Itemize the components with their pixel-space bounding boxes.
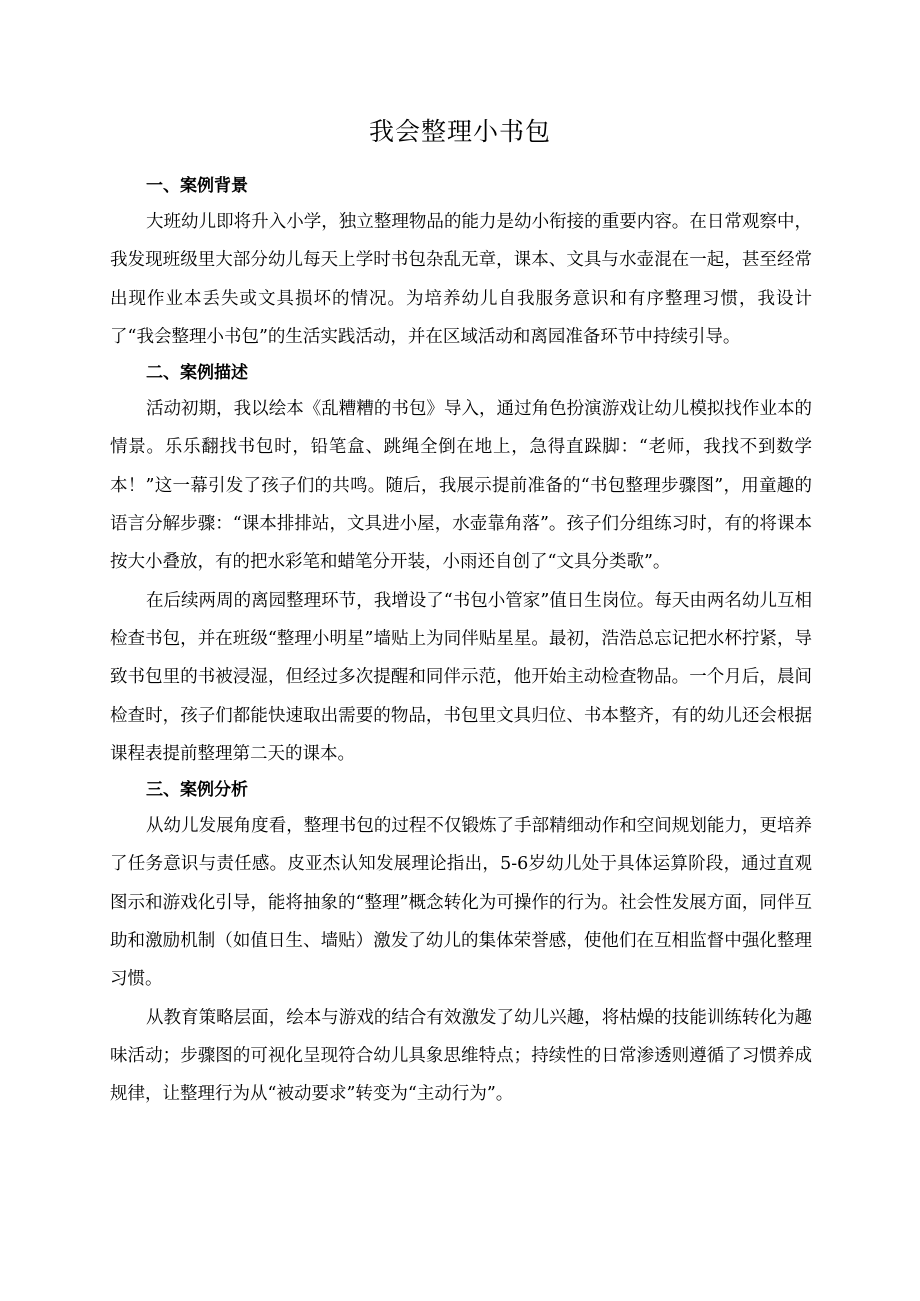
section-heading: 一、案例背景 [146,176,248,196]
section-analysis [110,773,812,1113]
document-title: 我会整理小书包 [368,117,551,146]
paragraph: 从幼儿发展角度看，整理书包的过程不仅锻炼了手部精细动作和空间规划能力，更培养了任务意识与责任感。皮亚杰认知发展理论指出，5-6岁幼儿处于具体运算阶段，通过直观图示和游戏化引导，能将抽象的“整理”概念转化为可操作的行为。社会性发展方面，同伴互助和激励机制（如值日生、墙贴）激发了幼儿的集体荣誉感，使他们在互相监督中强化整理习惯。 [110,816,812,990]
document-body [110,169,812,1114]
paragraph: 活动初期，我以绘本《乱糟糟的书包》导入，通过角色扮演游戏让幼儿模拟找作业本的情景。乐乐翻找书包时，铅笔盒、跳绳全倒在地上，急得直跺脚：“老师，我找不到数学本！”这一幕引发了孩子们的共鸣。随后，我展示提前准备的“书包整理步骤图”，用童趣的语言分解步骤：“课本排排站，文具进小屋，水壶靠角落”。孩子们分组练习时，有的将课本按大小叠放，有的把水彩笔和蜡笔分开装，小雨还自创了“文具分类歌”。 [110,399,812,573]
section-description [110,356,812,773]
section-heading: 三、案例分析 [146,780,248,801]
paragraph: 在后续两周的离园整理环节，我增设了“书包小管家”值日生岗位。每天由两名幼儿互相检查书包，并在班级“整理小明星”墙贴上为同伴贴星星。最初，浩浩总忘记把水杯拧紧，导致书包里的书被浸湿，但经过多次提醒和同伴示范，他开始主动检查物品。一个月后，晨间检查时，孩子们都能快速取出需要的物品，书包里文具归位、书本整齐，有的幼儿还会根据课程表提前整理第二天的课本。 [110,590,812,764]
paragraph: 大班幼儿即将升入小学，独立整理物品的能力是幼小衔接的重要内容。在日常观察中，我发现班级里大部分幼儿每天上学时书包杂乱无章，课本、文具与水壶混在一起，甚至经常出现作业本丢失或文具损坏的情况。为培养幼儿自我服务意识和有序整理习惯，我设计了“我会整理小书包”的生活实践活动，并在区域活动和离园准备环节中持续引导。 [110,212,812,347]
section-background [110,169,812,356]
section-heading: 二、案例描述 [146,363,248,384]
paragraph: 从教育策略层面，绘本与游戏的结合有效激发了幼儿兴趣，将枯燥的技能训练转化为趣味活动；步骤图的可视化呈现符合幼儿具象思维特点；持续性的日常渗透则遵循了习惯养成规律，让整理行为从“被动要求”转变为“主动行为”。 [110,1007,812,1105]
